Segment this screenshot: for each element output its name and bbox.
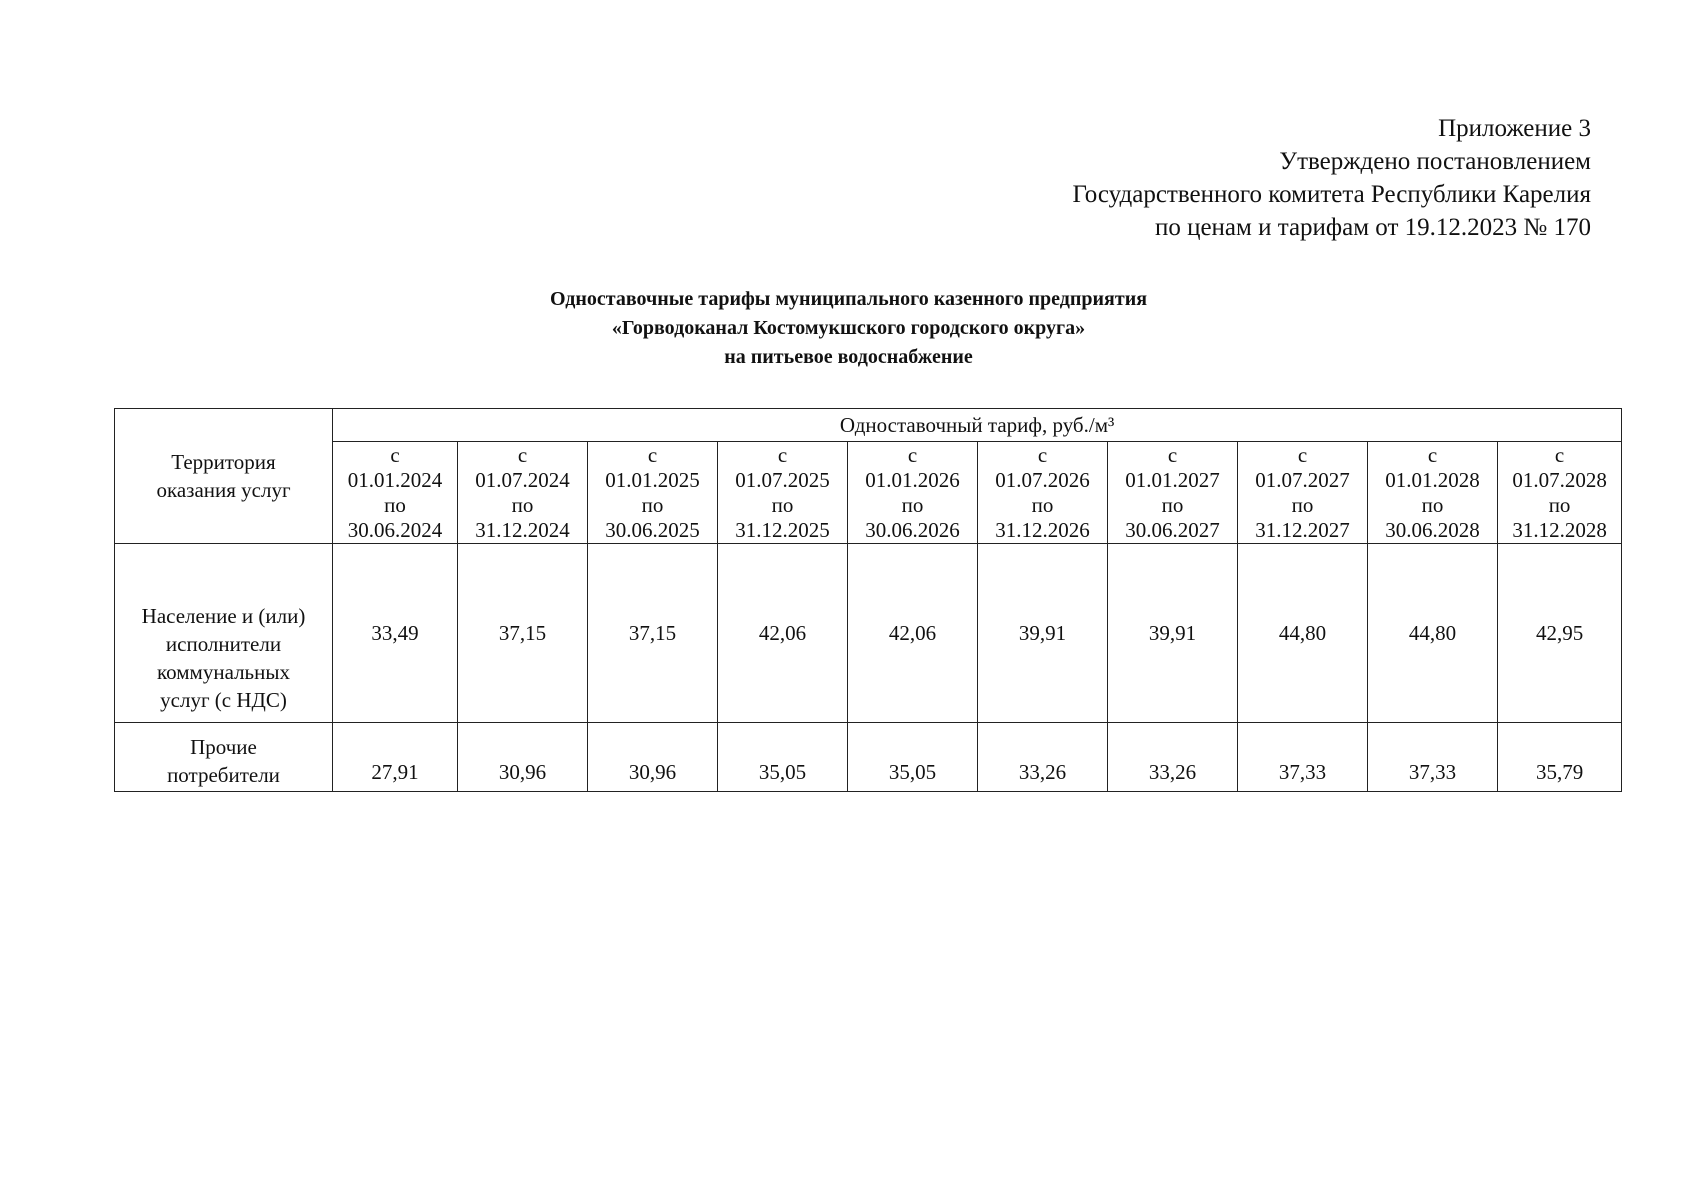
title-line-1: Одноставочные тарифы муниципального казенного предприятия	[549, 288, 1148, 310]
period-from: 01.01.2028	[1385, 467, 1480, 492]
period-from-word: с	[1167, 442, 1178, 467]
consumer-category-cell	[115, 544, 333, 723]
period-header	[1108, 442, 1238, 544]
period-from: 01.01.2025	[605, 467, 700, 492]
tariff-value-cell: 33,49	[333, 544, 458, 723]
period-to: 31.12.2028	[1512, 517, 1607, 542]
title-line-2: «Горводоканал Костомукшского городского округа»	[611, 317, 1086, 339]
table-row	[115, 544, 1622, 723]
period-from-word: с	[907, 442, 918, 467]
tariff-value-cell: 30,96	[588, 723, 718, 792]
period-from: 01.07.2025	[735, 467, 830, 492]
period-to-word: по	[384, 492, 406, 517]
period-from-word: с	[1427, 442, 1438, 467]
tariff-value-cell: 44,80	[1238, 544, 1368, 723]
period-to: 31.12.2024	[475, 517, 570, 542]
approval-line: Утверждено постановлением	[1279, 148, 1591, 175]
tariff-value-cell: 35,05	[718, 723, 848, 792]
period-from: 01.01.2026	[865, 467, 960, 492]
period-header	[978, 442, 1108, 544]
tariff-value-cell: 33,26	[1108, 723, 1238, 792]
period-to: 30.06.2027	[1125, 517, 1220, 542]
period-to: 30.06.2028	[1385, 517, 1480, 542]
title-line-3: на питьевое водоснабжение	[724, 346, 973, 368]
tariff-table	[114, 408, 1622, 792]
period-to-word: по	[1548, 492, 1571, 517]
consumer-category-cell	[115, 723, 333, 792]
period-from-word: с	[390, 442, 400, 467]
period-from-word: с	[1554, 442, 1565, 467]
tariff-value-cell: 44,80	[1368, 544, 1498, 723]
period-to: 30.06.2024	[347, 517, 443, 542]
document-title	[0, 285, 1697, 372]
period-header	[718, 442, 848, 544]
territory-header-line: Территория	[171, 450, 276, 474]
tariff-value-cell: 42,06	[848, 544, 978, 723]
period-to: 30.06.2025	[605, 517, 700, 542]
period-to: 31.12.2027	[1255, 517, 1350, 542]
consumer-category-line: Прочие	[190, 735, 257, 759]
territory-header-line: оказания услуг	[156, 478, 291, 502]
tariff-value-cell: 35,05	[848, 723, 978, 792]
tariff-value-cell: 37,15	[588, 544, 718, 723]
tariff-value-cell: 37,15	[458, 544, 588, 723]
period-from-word: с	[517, 442, 528, 467]
table-header-row	[115, 409, 1622, 442]
period-to: 31.12.2025	[735, 517, 830, 542]
tariff-value-cell: 39,91	[978, 544, 1108, 723]
tariff-value-cell: 37,33	[1368, 723, 1498, 792]
period-to-word: по	[1421, 492, 1444, 517]
period-to-word: по	[1291, 492, 1314, 517]
period-to-word: по	[641, 492, 664, 517]
period-to: 30.06.2026	[865, 517, 960, 542]
territory-header	[115, 409, 333, 544]
tariff-value-cell: 42,06	[718, 544, 848, 723]
period-from: 01.07.2024	[475, 467, 570, 492]
period-header-row	[115, 442, 1622, 544]
period-from-word: с	[647, 442, 658, 467]
tariff-value-cell: 39,91	[1108, 544, 1238, 723]
period-header	[1368, 442, 1498, 544]
tariff-value-cell: 30,96	[458, 723, 588, 792]
consumer-category-line: Население и (или)	[141, 604, 306, 628]
consumer-category-line: услуг (с НДС)	[160, 688, 287, 712]
tariff-value-cell: 27,91	[333, 723, 458, 792]
tariff-value-cell: 35,79	[1498, 723, 1622, 792]
tariff-value-cell: 37,33	[1238, 723, 1368, 792]
period-from: 01.01.2027	[1125, 467, 1220, 492]
committee-line: Государственного комитета Республики Карелия	[1072, 181, 1591, 208]
period-header	[588, 442, 718, 544]
consumer-category-line: исполнители	[165, 632, 282, 656]
period-from: 01.07.2026	[995, 467, 1090, 492]
resolution-line: по ценам и тарифам от 19.12.2023 № 170	[1154, 214, 1591, 241]
period-to-word: по	[1031, 492, 1054, 517]
tariff-value-cell: 33,26	[978, 723, 1108, 792]
period-from-word: с	[1297, 442, 1308, 467]
period-header	[1498, 442, 1622, 544]
period-from-word: с	[1037, 442, 1048, 467]
tariff-value-cell: 42,95	[1498, 544, 1622, 723]
period-header	[458, 442, 588, 544]
period-to-word: по	[1161, 492, 1184, 517]
period-to-word: по	[901, 492, 924, 517]
period-to-word: по	[771, 492, 794, 517]
period-header	[848, 442, 978, 544]
period-from-word: с	[777, 442, 788, 467]
tariff-group-header: Одноставочный тариф, руб./м³	[333, 409, 1622, 442]
consumer-category-line: потребители	[167, 763, 280, 787]
period-to-word: по	[511, 492, 534, 517]
appendix-number: Приложение 3	[1438, 115, 1591, 142]
appendix-header	[1072, 112, 1591, 244]
table-row	[115, 723, 1622, 792]
period-from: 01.07.2027	[1255, 467, 1350, 492]
period-header	[1238, 442, 1368, 544]
period-to: 31.12.2026	[995, 517, 1090, 542]
period-from: 01.07.2028	[1512, 467, 1607, 492]
period-from: 01.01.2024	[347, 467, 443, 492]
period-header	[333, 442, 458, 544]
consumer-category-line: коммунальных	[157, 660, 290, 684]
